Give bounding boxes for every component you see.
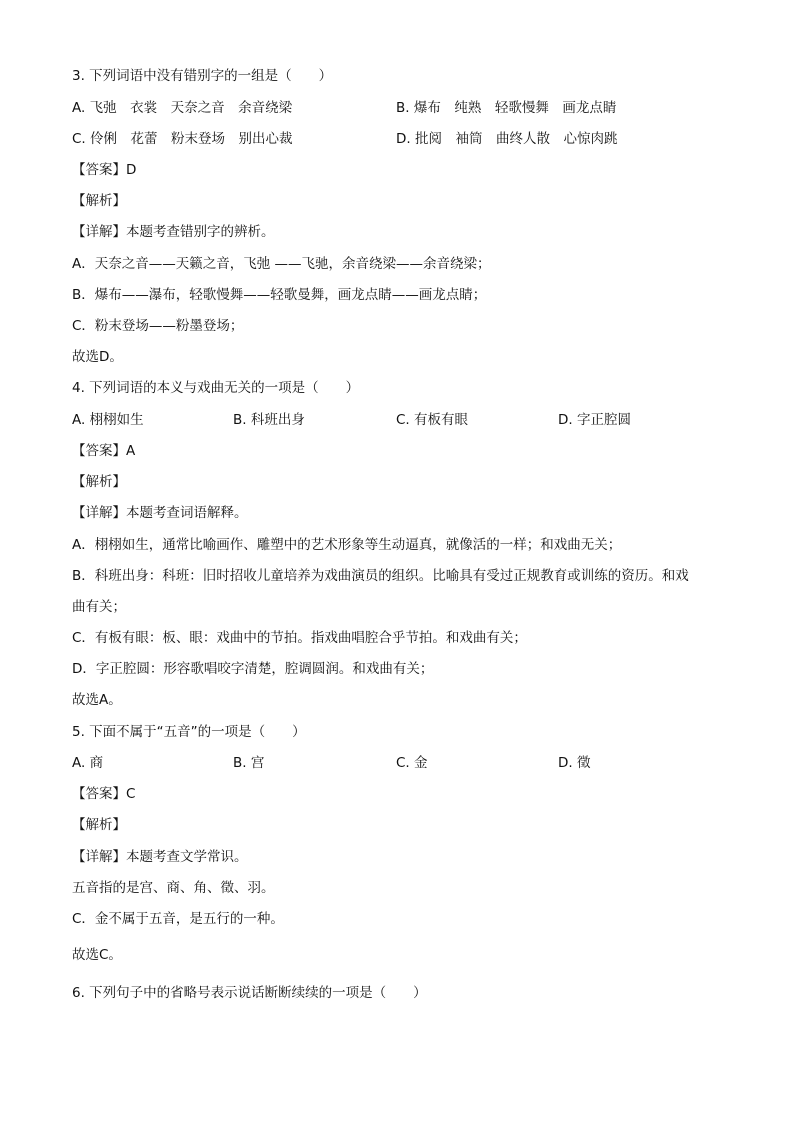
q4-explanation-line: A．栩栩如生，通常比喻画作、雕塑中的艺术形象等生动逼真，就像活的一样；和戏曲无关； [72, 537, 622, 553]
q4-option-c: C. 有板有眼 [396, 412, 469, 428]
q4-option-d: D. 字正腔圆 [558, 412, 631, 428]
q5-option-a: A. 商 [72, 755, 104, 771]
q4-option-a: A. 栩栩如生 [72, 412, 144, 428]
q3-stem: 3. 下列词语中没有错别字的一组是（ ） [72, 68, 333, 84]
q5-explanation-line: C．金不属于五音，是五行的一种。 [72, 911, 284, 927]
q3-answer: 【答案】D [72, 162, 137, 178]
q5-analysis-label: 【解析】 [72, 817, 126, 833]
q4-detail: 【详解】本题考查词语解释。 [72, 505, 248, 521]
q4-option-b: B. 科班出身 [233, 412, 305, 428]
q3-detail: 【详解】本题考查错别字的辨析。 [72, 224, 275, 240]
q5-answer: 【答案】C [72, 786, 136, 802]
q3-option-b: B. 爆布 纯熟 轻歌慢舞 画龙点睛 [396, 100, 617, 116]
q5-conclusion: 故选C。 [72, 947, 122, 963]
q3-conclusion: 故选D。 [72, 349, 123, 365]
q5-option-d: D. 徵 [558, 755, 591, 771]
q4-explanation-line: B．科班出身：科班：旧时招收儿童培养为戏曲演员的组织。比喻具有受过正规教育或训练的资历。和戏 [72, 568, 689, 584]
q3-option-d: D. 批阅 袖筒 曲终人散 心惊肉跳 [396, 131, 618, 147]
q4-conclusion: 故选A。 [72, 692, 122, 708]
q3-explanation-line: C．粉末登场——粉墨登场； [72, 318, 244, 334]
q6-stem: 6. 下列句子中的省略号表示说话断断续续的一项是（ ） [72, 985, 427, 1001]
q5-options-row [72, 754, 722, 772]
q3-options-row-1 [72, 99, 722, 117]
q5-explanation-line: 五音指的是宫、商、角、徵、羽。 [72, 880, 275, 896]
q4-explanation-line: 曲有关； [72, 599, 126, 615]
q3-analysis-label: 【解析】 [72, 193, 126, 209]
q3-explanation-line: B．爆布——瀑布，轻歌慢舞——轻歌曼舞，画龙点睛——画龙点睛； [72, 287, 487, 303]
q5-option-b: B. 宫 [233, 755, 265, 771]
q3-explanation-line: A．天奈之音——天籁之音，飞弛 ——飞驰，余音绕梁——余音绕梁； [72, 256, 491, 272]
q5-detail: 【详解】本题考查文学常识。 [72, 849, 248, 865]
q3-option-a: A. 飞弛 衣裳 天奈之音 余音绕梁 [72, 100, 293, 116]
q3-options-row-2 [72, 130, 722, 148]
q5-stem: 5. 下面不属于“五音”的一项是（ ） [72, 724, 306, 740]
q3-option-c: C. 伶俐 花蕾 粉末登场 别出心裁 [72, 131, 293, 147]
q4-explanation-line: D．字正腔圆：形容歌唱咬字清楚，腔调圆润。和戏曲有关； [72, 661, 434, 677]
q4-answer: 【答案】A [72, 443, 136, 459]
q4-stem: 4. 下列词语的本义与戏曲无关的一项是（ ） [72, 380, 360, 396]
q4-explanation-line: C．有板有眼：板、眼：戏曲中的节拍。指戏曲唱腔合乎节拍。和戏曲有关； [72, 630, 527, 646]
q5-option-c: C. 金 [396, 755, 428, 771]
q4-analysis-label: 【解析】 [72, 474, 126, 490]
q4-options-row [72, 411, 722, 429]
